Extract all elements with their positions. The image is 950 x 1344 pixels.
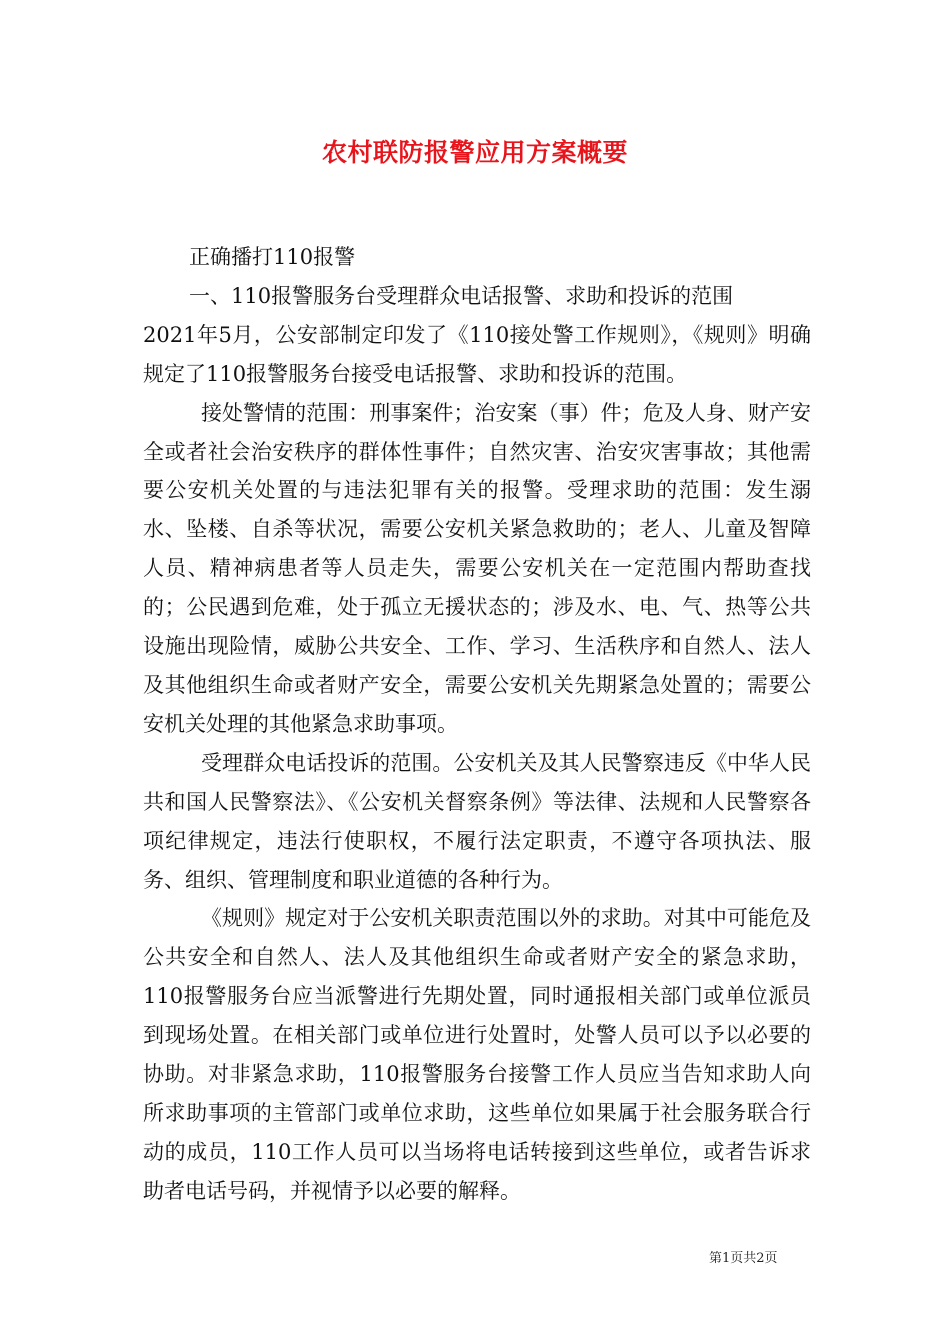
section-heading: 一、110报警服务台受理群众电话报警、求助和投诉的范围 [189,283,734,308]
page-indicator: 第1页共2页 [709,1251,778,1266]
paragraph-complaint-scope: 受理群众电话投诉的范围。公安机关及其人民警察违反《中华人民共和国人民警察法》、《公安机关督察条例》等法律、法规和人民警察各项纪律规定，违法行使职权，不履行法定职责，不遵守各项执法、服务、组织、管理制度和职业道德的各种行为。 [143,750,811,892]
document-title: 农村联防报警应用方案概要 [321,138,628,167]
subheading: 正确播打110报警 [189,245,356,269]
document-body [143,238,811,1211]
paragraph-rules-intro: 2021年5月，公安部制定印发了《110接处警工作规则》，《规则》明确规定了110报警服务台接受电话报警、求助和投诉的范围。 [143,322,811,386]
paragraph-out-of-scope: 《规则》规定对于公安机关职责范围以外的求助。对其中可能危及公共安全和自然人、法人及其他组织生命或者财产安全的紧急求助，110报警服务台应当派警进行先期处置，同时通报相关部门或单位派员到现场处置。在相关部门或单位进行处置时，处警人员可以予以必要的协助。对非紧急求助，110报警服务台接警工作人员应当告知求助人向所求助事项的主管部门或单位求助，这些单位如果属于社会服务联合行动的成员，110工作人员可以当场将电话转接到这些单位，或者告诉求助者电话号码，并视情予以必要的解释。 [143,906,811,1203]
paragraph-alarm-scope: 接处警情的范围：刑事案件；治安案（事）件；危及人身、财产安全或者社会治安秩序的群体性事件；自然灾害、治安灾害事故；其他需要公安机关处置的与违法犯罪有关的报警。受理求助的范围：发生溺水、坠楼、自杀等状况，需要公安机关紧急救助的；老人、儿童及智障人员、精神病患者等人员走失，需要公安机关在一定范围内帮助查找的；公民遇到危难，处于孤立无援状态的；涉及水、电、气、热等公共设施出现险情，威胁公共安全、工作、学习、生活秩序和自然人、法人及其他组织生命或者财产安全，需要公安机关先期紧急处置的；需要公安机关处理的其他紧急求助事项。 [143,400,811,736]
